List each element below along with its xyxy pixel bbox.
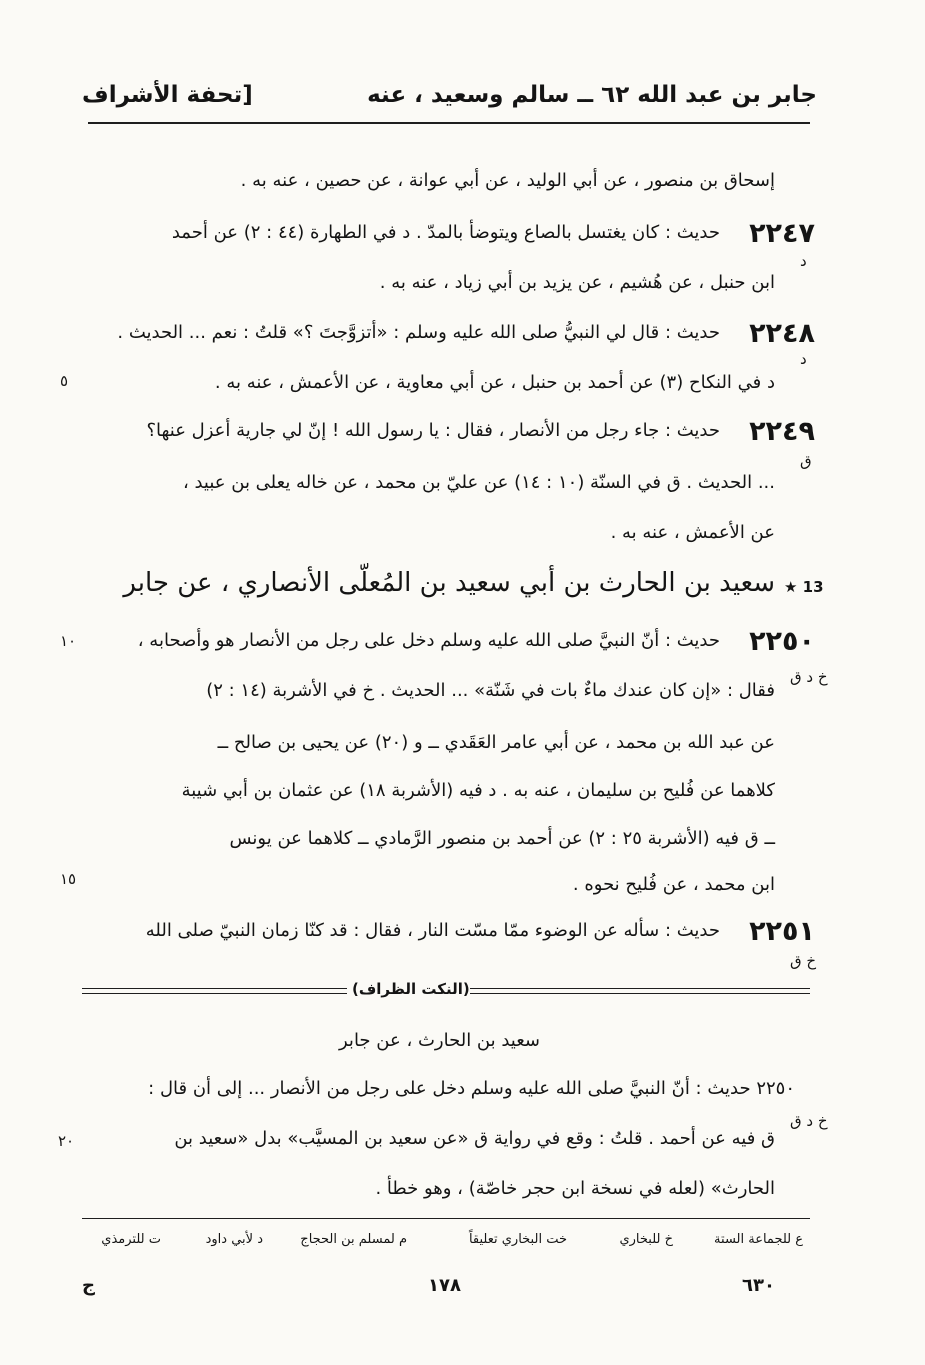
entry-marker: ★ 13 [784, 578, 824, 596]
header-rule [88, 122, 810, 124]
divider-label: (النكت الظراف) [352, 980, 470, 998]
body-line: إسحاق بن منصور ، عن أبي الوليد ، عن أبي عوانة ، عن حصين ، عنه به . [240, 170, 775, 191]
sigla: د [800, 252, 807, 270]
abbrev-muslim: م لمسلم بن الحجاج [300, 1232, 407, 1247]
section-heading: سعيد بن الحارث بن أبي سعيد بن المُعلّى الأنصاري ، عن جابر [123, 568, 775, 598]
divider-rule-left-top [82, 988, 347, 989]
divider-rule-right-bottom [470, 993, 810, 994]
abbrev-tirmidhi: ت للترمذي [101, 1232, 161, 1247]
body-line: ابن حنبل ، عن هُشيم ، عن يزيد بن أبي زياد ، عنه به . [379, 272, 775, 293]
body-line: حديث : أنّ النبيَّ صلى الله عليه وسلم دخل على رجل من الأنصار هو وأصحابه ، [137, 630, 720, 651]
body-line: ... الحديث . ق في السنّة (١٠ : ١٤) عن عليّ بن محمد ، عن خاله يعلى بن عبيد ، [182, 472, 775, 493]
body-line: عن الأعمش ، عنه به . [610, 522, 775, 543]
line-margin-number: ٢٠ [58, 1132, 75, 1150]
line-margin-number: ١٥ [60, 870, 77, 888]
abbrev-jamaa: ع للجماعة الستة [714, 1232, 803, 1247]
running-head-right: جابر بن عبد الله ٦٢ ــ سالم وسعيد ، عنه [367, 82, 817, 108]
divider-rule-left-bottom [82, 993, 347, 994]
hadith-number: ٢٢٤٧ [749, 218, 815, 249]
sigla: خ د ق [790, 668, 828, 686]
abbrev-bukhari: خ للبخاري [619, 1232, 673, 1247]
running-head-left: [تحفة الأشراف [82, 82, 253, 108]
body-line: كلاهما عن فُليح بن سليمان ، عنه به . د فيه (الأشربة ١٨) عن عثمان بن أبي شيبة [181, 780, 775, 801]
sigla: خ ق [790, 952, 817, 970]
hadith-number: ٢٢٥١ [749, 916, 815, 947]
page-number-center: ١٧٨ [428, 1275, 461, 1296]
body-line: عن عبد الله بن محمد ، عن أبي عامر العَقَدي ــ و (٢٠) عن يحيى بن صالح ــ [217, 732, 775, 753]
nukat-heading: سعيد بن الحارث ، عن جابر [339, 1030, 540, 1051]
volume-marker: ج [82, 1275, 95, 1296]
abbrev-abu-dawud: د لأبي داود [205, 1232, 263, 1247]
sigla: خ د ق [790, 1112, 828, 1130]
body-line: حديث : قال لي النبيُّ صلى الله عليه وسلم : «أتزوَّجتَ ؟» قلتُ : نعم ... الحديث . [117, 322, 720, 343]
sigla: ق [800, 452, 812, 470]
body-line: حديث : سأله عن الوضوء ممّا مسّت النار ، فقال : قد كنّا زمان النبيّ صلى الله [145, 920, 720, 941]
body-line: حديث : جاء رجل من الأنصار ، فقال : يا رسول الله ! إنّ لي جارية أعزل عنها؟ [146, 420, 720, 441]
body-line: ابن محمد ، عن فُليح نحوه . [572, 874, 775, 895]
footer-rule [82, 1218, 810, 1219]
nukat-line: ٢٢٥٠ حديث : أنّ النبيَّ صلى الله عليه وسلم دخل على رجل من الأنصار ... إلى أن قال : [148, 1078, 795, 1099]
nukat-line: الحارث» (لعله في نسخة ابن حجر خاصّة) ، وهو خطأ . [375, 1178, 775, 1199]
body-line: د في النكاح (٣) عن أحمد بن حنبل ، عن أبي معاوية ، عن الأعمش ، عنه به . [214, 372, 775, 393]
line-margin-number: ٥ [60, 372, 69, 390]
page-number-right: ٦٣٠ [742, 1275, 775, 1296]
line-margin-number: ١٠ [60, 632, 77, 650]
abbrev-bukhari-taliq: خت البخاري تعليقاً [468, 1232, 567, 1247]
body-line: فقال : «إن كان عندك ماءٌ بات في شَنّة» ... الحديث . خ في الأشربة (١٤ : ٢) [206, 680, 775, 701]
body-line: ــ ق فيه (الأشربة ٢٥ : ٢) عن أحمد بن منصور الرَّمادي ــ كلاهما عن يونس [229, 828, 775, 849]
body-line: حديث : كان يغتسل بالصاع ويتوضأ بالمدّ . د في الطهارة (٤٤ : ٢) عن أحمد [171, 222, 720, 243]
nukat-line: ق فيه عن أحمد . قلتُ : وقع في رواية ق «عن سعيد بن المسيَّب» بدل «سعيد بن [174, 1128, 775, 1149]
hadith-number: ٢٢٤٨ [749, 318, 815, 349]
divider-rule-right-top [470, 988, 810, 989]
hadith-number: ٢٢٥٠ [749, 626, 815, 657]
sigla: د [800, 350, 807, 368]
hadith-number: ٢٢٤٩ [749, 416, 815, 447]
